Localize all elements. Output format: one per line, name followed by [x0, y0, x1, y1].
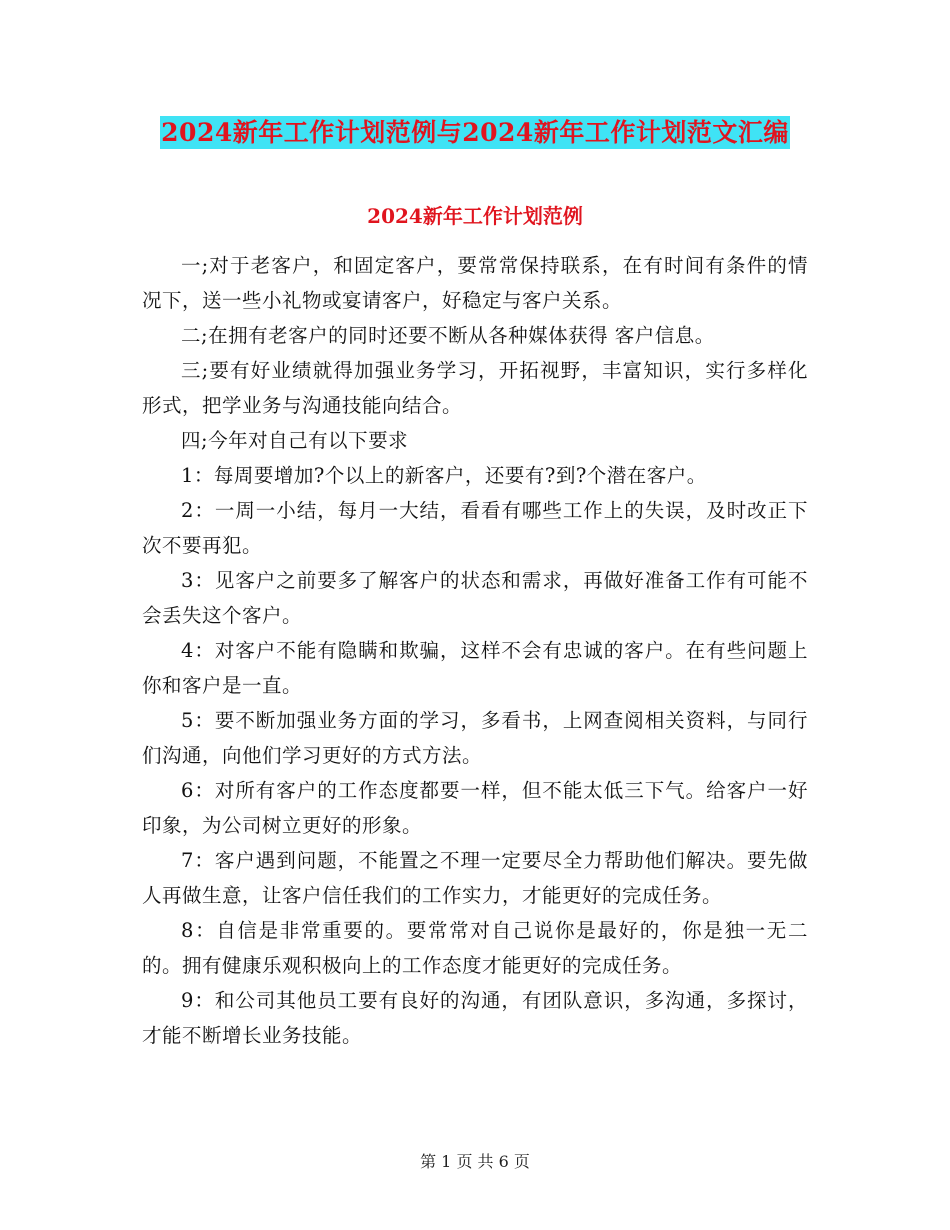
paragraph: 1：每周要增加?个以上的新客户，还要有?到?个潜在客户。	[181, 464, 707, 487]
paragraph: 四;今年对自己有以下要求	[181, 429, 409, 452]
paragraph: 3：见客户之前要多了解客户的状态和需求，再做好准备工作有可能不会丢失这个客户。	[142, 569, 808, 627]
document-title-text: 2024新年工作计划范例与2024新年工作计划范文汇编	[161, 118, 789, 147]
paragraph: 8：自信是非常重要的。要常常对自己说你是最好的，你是独一无二的。拥有健康乐观积极向上的工作态度才能更好的完成任务。	[142, 919, 808, 977]
paragraph: 二;在拥有老客户的同时还要不断从各种媒体获得 客户信息。	[181, 324, 715, 347]
section-title: 2024新年工作计划范例	[367, 204, 583, 228]
paragraph: 6：对所有客户的工作态度都要一样，但不能太低三下气。给客户一好印象，为公司树立更好的形象。	[142, 779, 808, 837]
paragraph: 2：一周一小结，每月一大结，看看有哪些工作上的失误，及时改正下次不要再犯。	[142, 499, 808, 557]
paragraph: 一;对于老客户，和固定客户，要常常保持联系，在有时间有条件的情况下，送一些小礼物或宴请客户，好稳定与客户关系。	[142, 254, 808, 312]
paragraph: 4：对客户不能有隐瞒和欺骗，这样不会有忠诚的客户。在有些问题上你和客户是一直。	[142, 639, 808, 697]
page-footer: 第 1 页 共 6 页	[420, 1152, 530, 1171]
paragraph: 三;要有好业绩就得加强业务学习，开拓视野，丰富知识，实行多样化形式，把学业务与沟通技能向结合。	[142, 359, 808, 417]
paragraph: 7：客户遇到问题，不能置之不理一定要尽全力帮助他们解决。要先做人再做生意，让客户信任我们的工作实力，才能更好的完成任务。	[142, 849, 808, 907]
document-body	[142, 248, 808, 1053]
document-title	[0, 112, 950, 151]
paragraph: 9：和公司其他员工要有良好的沟通，有团队意识，多沟通，多探讨，才能不断增长业务技能。	[142, 989, 808, 1047]
paragraph: 5：要不断加强业务方面的学习，多看书，上网查阅相关资料，与同行们沟通，向他们学习更好的方式方法。	[142, 709, 808, 767]
